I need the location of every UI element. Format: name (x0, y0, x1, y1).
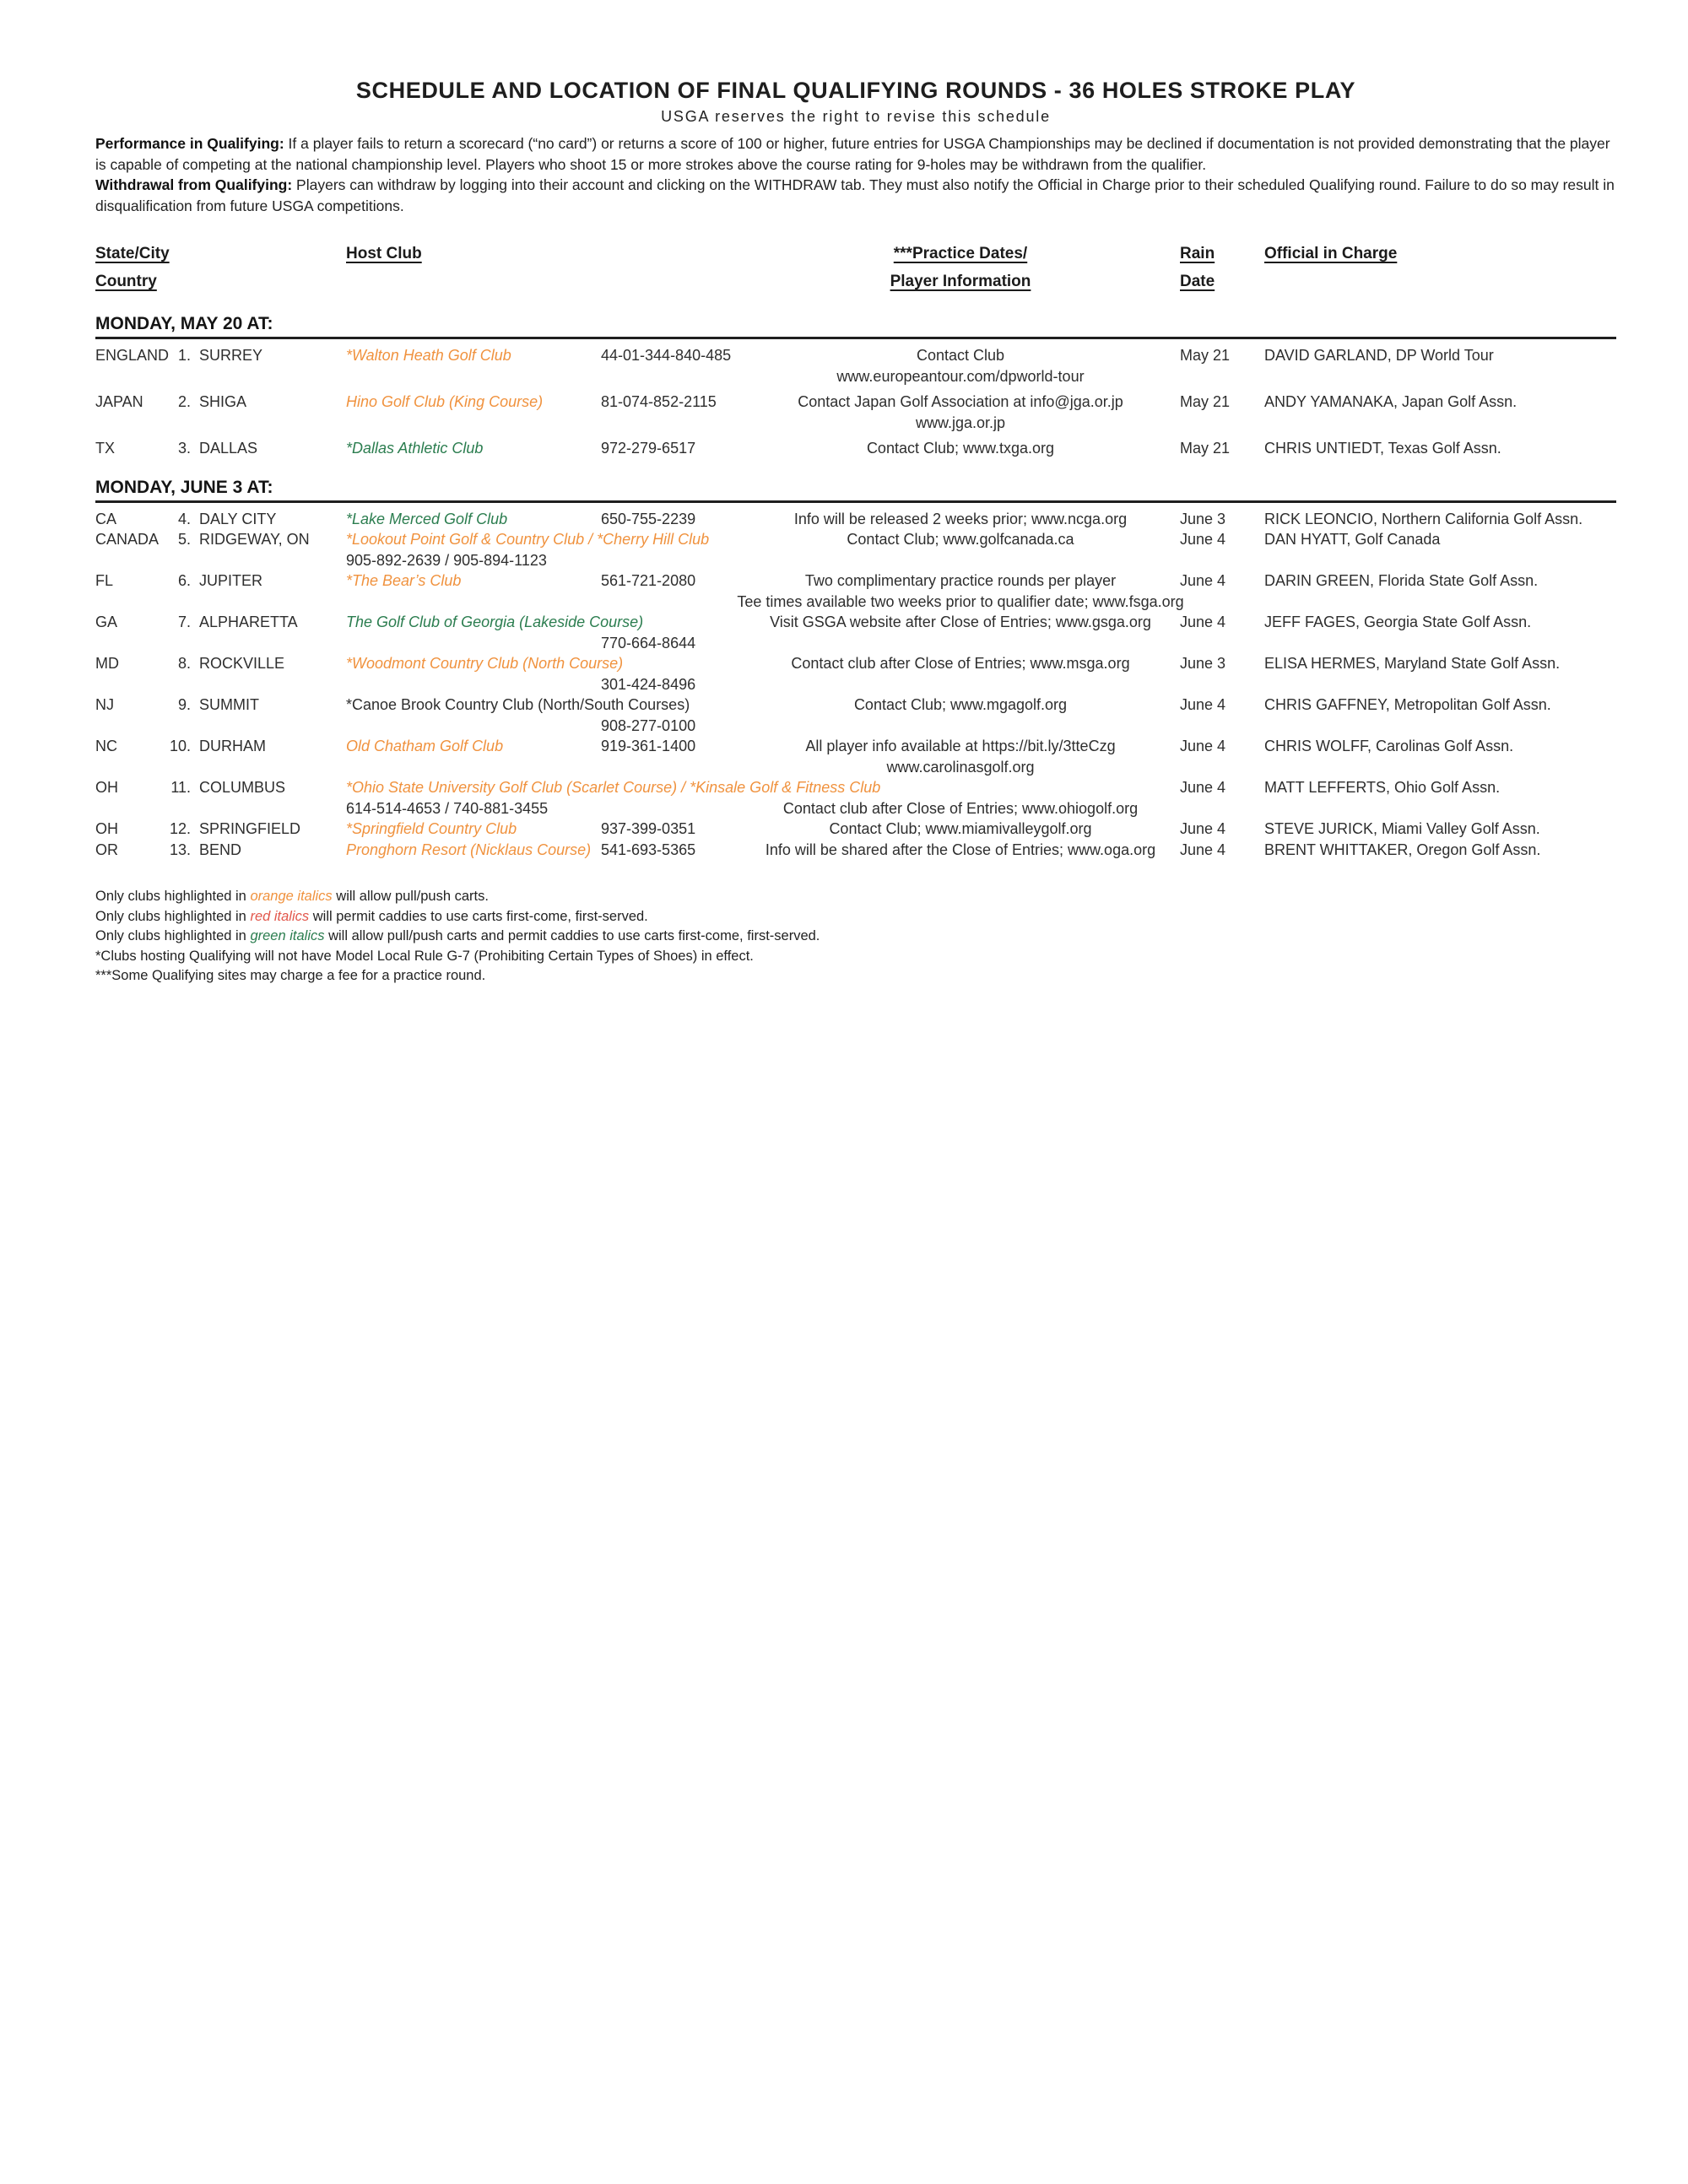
row-rain-date: May 21 (1180, 347, 1231, 364)
row-rain-date: June 4 (1180, 531, 1226, 548)
row-practice-line1: Contact Japan Golf Association at info@jga.or.jp (798, 393, 1123, 410)
schedule-section (95, 314, 1616, 459)
footnote-text-post: will allow pull/push carts. (332, 889, 489, 904)
row-official: CHRIS WOLFF, Carolinas Golf Assn. (1264, 738, 1514, 754)
row-number: 12. (169, 820, 191, 837)
row-city: SPRINGFIELD (199, 820, 301, 837)
table-row (95, 529, 1616, 570)
row-number: 11. (170, 779, 191, 796)
footnote-text: Only clubs highlighted in (95, 908, 251, 924)
row-practice-line1: Contact Club; www.golfcanada.ca (847, 531, 1074, 548)
table-row (95, 653, 1616, 695)
row-city: SUMMIT (199, 696, 259, 713)
footnote-line (95, 947, 1616, 967)
row-city-cell (165, 509, 346, 530)
row-club-phone: 614-514-4653 / 740-881-3455 (346, 799, 549, 817)
row-city-cell (165, 529, 346, 550)
column-header-practice-line1: ***Practice Dates/ (893, 245, 1028, 262)
schedule-section (95, 478, 1616, 861)
row-city-cell (165, 345, 346, 366)
page-title: SCHEDULE AND LOCATION OF FINAL QUALIFYING ROUNDS - 36 HOLES STROKE PLAY (355, 78, 1356, 103)
row-city-cell (165, 570, 346, 592)
row-number: 9. (177, 696, 191, 713)
row-phone-line2: 908-277-0100 (601, 716, 696, 734)
row-official: ELISA HERMES, Maryland State Golf Assn. (1264, 655, 1561, 672)
row-host-club: *Dallas Athletic Club (346, 440, 484, 457)
column-header-country: Country (95, 273, 157, 290)
row-rain-date: May 21 (1180, 440, 1231, 457)
row-rain-date: June 4 (1180, 572, 1226, 589)
row-state: OR (95, 841, 118, 858)
column-header-practice (741, 240, 1180, 295)
footnote-text: ***Some Qualifying sites may charge a fee for a practice round. (95, 968, 486, 983)
row-practice-line1: All player info available at https://bit.ly/3tteCzg (805, 738, 1116, 754)
column-header-state (95, 240, 346, 295)
row-official: DAN HYATT, Golf Canada (1264, 531, 1441, 548)
footnote-text: Only clubs highlighted in (95, 889, 251, 904)
row-city-cell (165, 840, 346, 861)
row-state: GA (95, 614, 118, 630)
row-city: SURREY (199, 347, 263, 364)
row-city-cell (165, 777, 346, 798)
performance-paragraph (95, 133, 1616, 175)
row-phone-line2: 301-424-8496 (601, 675, 696, 693)
row-club-phone: 905-892-2639 / 905-894-1123 (346, 551, 547, 569)
schedule-sections (95, 314, 1616, 860)
row-rain-date: June 4 (1180, 779, 1226, 796)
row-state: NC (95, 738, 117, 754)
row-host-club: *Ohio State University Golf Club (Scarlet Course) / *Kinsale Golf & Fitness Club (346, 779, 881, 796)
column-header-host-club-label: Host Club (346, 245, 422, 262)
row-host-club: *Lookout Point Golf & Country Club / *Cherry Hill Club (346, 531, 710, 548)
column-header-host-club (346, 240, 601, 268)
row-city: ALPHARETTA (199, 614, 298, 630)
row-state: OH (95, 779, 118, 796)
withdrawal-paragraph (95, 175, 1616, 216)
row-official: BRENT WHITTAKER, Oregon Golf Assn. (1264, 841, 1541, 858)
footnote-text: *Clubs hosting Qualifying will not have Model Local Rule G-7 (Prohibiting Certain Types of Shoes) in effect. (95, 948, 754, 964)
row-city-cell (165, 612, 346, 633)
row-city: ROCKVILLE (199, 655, 285, 672)
row-official: RICK LEONCIO, Northern California Golf Assn. (1264, 510, 1583, 527)
table-row (95, 840, 1616, 861)
row-host-club: *Canoe Brook Country Club (North/South Courses) (346, 696, 690, 713)
row-practice-line2: Contact club after Close of Entries; www.ohiogolf.org (782, 799, 1139, 817)
row-city-cell (165, 438, 346, 459)
footnotes (95, 887, 1616, 987)
footnote-line (95, 907, 1616, 927)
row-host-club: *Woodmont Country Club (North Course) (346, 655, 624, 672)
row-state: JAPAN (95, 393, 143, 410)
row-phone: 650-755-2239 (601, 510, 696, 527)
footnote-highlight: red italics (250, 908, 310, 924)
row-host-club: *Springfield Country Club (346, 820, 517, 837)
row-state: TX (95, 440, 116, 457)
withdrawal-text: Players can withdraw by logging into their account and clicking on the WITHDRAW tab. They must also notify the Official in Charge prior to their scheduled Qualifying round. Failure to do so may result in disqualification from future USGA competitions. (95, 176, 1615, 214)
row-state: MD (95, 655, 119, 672)
row-number: 3. (177, 440, 191, 457)
row-practice-line1: Two complimentary practice rounds per player (804, 572, 1117, 589)
row-official: ANDY YAMANAKA, Japan Golf Assn. (1264, 393, 1518, 410)
row-practice-line2: www.jga.or.jp (915, 414, 1006, 431)
row-official: JEFF FAGES, Georgia State Golf Assn. (1264, 614, 1532, 630)
footnote-highlight: orange italics (250, 889, 333, 904)
row-number: 5. (177, 531, 191, 548)
row-state: ENGLAND (95, 347, 170, 364)
row-official: MATT LEFFERTS, Ohio Golf Assn. (1264, 779, 1501, 796)
footnote-highlight: green italics (250, 928, 325, 943)
row-state: CA (95, 510, 117, 527)
footnote-text-post: will permit caddies to use carts first-come, first-served. (309, 908, 648, 924)
row-number: 4. (177, 510, 191, 527)
column-header-rain: Rain (1180, 245, 1215, 262)
row-practice-line1: Info will be shared after the Close of Entries; www.oga.org (765, 841, 1156, 858)
section-rows (95, 503, 1616, 861)
row-practice-line2: www.europeantour.com/dpworld-tour (836, 367, 1085, 385)
footnote-line (95, 927, 1616, 947)
row-practice-line2: www.carolinasgolf.org (886, 758, 1035, 776)
table-row (95, 392, 1616, 433)
row-state: OH (95, 820, 118, 837)
row-phone: 561-721-2080 (601, 572, 696, 589)
row-official: DAVID GARLAND, DP World Tour (1264, 347, 1494, 364)
page-subtitle: USGA reserves the right to revise this schedule (661, 108, 1051, 125)
row-practice-line1: Visit GSGA website after Close of Entries; www.gsga.org (770, 614, 1151, 630)
table-row (95, 736, 1616, 777)
row-number: 2. (177, 393, 191, 410)
footnote-text-post: will allow pull/push carts and permit caddies to use carts first-come, first-served. (324, 928, 820, 943)
row-number: 13. (169, 841, 191, 858)
row-number: 7. (177, 614, 191, 630)
section-heading: MONDAY, JUNE 3 AT: (95, 478, 1616, 503)
row-rain-date: June 4 (1180, 841, 1226, 858)
row-number: 1. (177, 347, 191, 364)
column-header-official-label: Official in Charge (1264, 245, 1398, 262)
section-heading: MONDAY, MAY 20 AT: (95, 314, 1616, 339)
table-row (95, 345, 1616, 387)
withdrawal-lead: Withdrawal from Qualifying: (95, 176, 293, 193)
row-host-club: Hino Golf Club (King Course) (346, 393, 544, 410)
row-city: RIDGEWAY, ON (199, 531, 310, 548)
row-phone: 937-399-0351 (601, 820, 696, 837)
column-header-state-line1: State/City (95, 245, 170, 262)
row-city: DALLAS (199, 440, 258, 457)
row-state: CANADA (95, 531, 160, 548)
row-state: NJ (95, 696, 114, 713)
column-header-official (1264, 240, 1616, 268)
row-practice-line2: Tee times available two weeks prior to qualifier date; www.fsga.org (737, 592, 1184, 610)
row-host-club: *Lake Merced Golf Club (346, 510, 508, 527)
row-phone: 972-279-6517 (601, 440, 696, 457)
row-rain-date: June 4 (1180, 696, 1226, 713)
schedule-document (0, 0, 1688, 987)
row-city-cell (165, 392, 346, 413)
performance-lead: Performance in Qualifying: (95, 135, 284, 152)
row-rain-date: June 4 (1180, 738, 1226, 754)
footnote-line (95, 966, 1616, 987)
row-city: BEND (199, 841, 242, 858)
row-city: JUPITER (199, 572, 263, 589)
row-state: FL (95, 572, 114, 589)
footnote-line (95, 887, 1616, 907)
footnote-text: Only clubs highlighted in (95, 928, 251, 943)
row-number: 10. (169, 738, 191, 754)
column-header-rain-date (1180, 240, 1264, 295)
row-practice-line1: Contact Club; www.txga.org (866, 440, 1055, 457)
row-city: DURHAM (199, 738, 266, 754)
row-phone: 44-01-344-840-485 (601, 347, 732, 364)
table-row (95, 612, 1616, 653)
row-city-cell (165, 653, 346, 674)
table-row (95, 819, 1616, 840)
row-practice-line1: Contact Club; www.mgagolf.org (853, 696, 1068, 713)
table-row (95, 438, 1616, 459)
row-phone-line2: 770-664-8644 (601, 634, 696, 651)
intro-paragraphs (95, 133, 1616, 216)
row-number: 8. (177, 655, 191, 672)
row-host-club: *The Bear’s Club (346, 572, 462, 589)
row-city-cell (165, 736, 346, 757)
row-host-club: The Golf Club of Georgia (Lakeside Course) (346, 614, 644, 630)
row-host-club: *Walton Heath Golf Club (346, 347, 511, 364)
row-official: DARIN GREEN, Florida State Golf Assn. (1264, 572, 1539, 589)
table-row (95, 509, 1616, 530)
row-official: CHRIS GAFFNEY, Metropolitan Golf Assn. (1264, 696, 1551, 713)
row-practice-line1: Contact Club (916, 347, 1005, 364)
section-rows (95, 339, 1616, 459)
row-city-cell (165, 695, 346, 716)
row-rain-date: June 4 (1180, 614, 1226, 630)
row-phone: 81-074-852-2115 (601, 393, 717, 410)
row-host-club: Old Chatham Golf Club (346, 738, 504, 754)
table-row (95, 695, 1616, 736)
row-city: COLUMBUS (199, 779, 286, 796)
table-row (95, 777, 1616, 819)
column-header-date: Date (1180, 273, 1215, 290)
row-practice-line1: Contact club after Close of Entries; www.msga.org (791, 655, 1130, 672)
row-host-club: Pronghorn Resort (Nicklaus Course) (346, 841, 592, 858)
performance-text: If a player fails to return a scorecard (“no card”) or returns a score of 100 or higher, future entries for USGA Championships may be declined if documentation is not provided demonstrating that the player is capable of competing at the national championship level. Players who shoot 15 or more strokes above the course rating for 9-holes may be withdrawn from the qualifier. (95, 135, 1610, 173)
row-number: 6. (177, 572, 191, 589)
row-official: CHRIS UNTIEDT, Texas Golf Assn. (1264, 440, 1501, 457)
column-headers (95, 240, 1616, 295)
row-rain-date: June 3 (1180, 655, 1226, 672)
row-city-cell (165, 819, 346, 840)
row-city: SHIGA (199, 393, 247, 410)
row-rain-date: June 4 (1180, 820, 1226, 837)
row-phone: 541-693-5365 (601, 841, 696, 858)
row-rain-date: June 3 (1180, 510, 1226, 527)
row-practice-line1: Info will be released 2 weeks prior; www.ncga.org (793, 510, 1128, 527)
row-phone: 919-361-1400 (601, 738, 696, 754)
column-header-player-information: Player Information (890, 273, 1031, 290)
row-city: DALY CITY (199, 510, 277, 527)
row-rain-date: May 21 (1180, 393, 1231, 410)
table-row (95, 570, 1616, 612)
row-official: STEVE JURICK, Miami Valley Golf Assn. (1264, 820, 1540, 837)
row-practice-line1: Contact Club; www.miamivalleygolf.org (829, 820, 1092, 837)
